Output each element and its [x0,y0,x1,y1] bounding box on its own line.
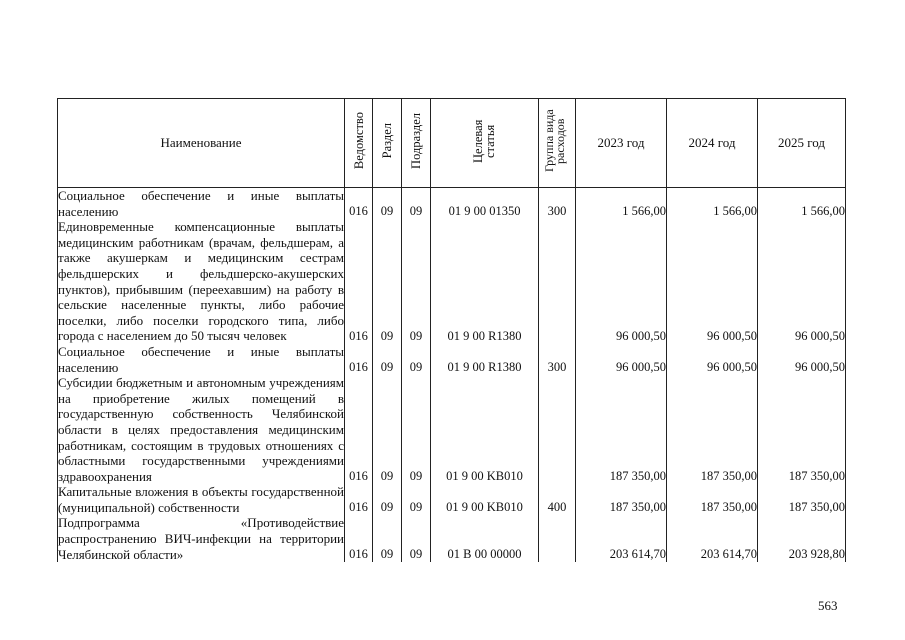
row-subsection: 09 [402,344,431,375]
header-subsection: Подраздел [402,99,431,188]
header-2025: 2025 год [758,99,846,188]
row-section: 09 [373,484,402,515]
row-target-item: 01 9 00 KB010 [431,375,539,484]
table-row [58,344,846,375]
table-header-row [58,99,846,188]
table-row [58,219,846,344]
row-section: 09 [373,375,402,484]
row-value-2023: 1 566,00 [576,188,667,220]
row-department: 016 [345,344,373,375]
row-expense-group [539,515,576,562]
row-value-2025: 96 000,50 [758,219,846,344]
row-value-2024: 203 614,70 [667,515,758,562]
row-expense-group [539,375,576,484]
row-name: Капитальные вложения в объекты государственной (муниципальной) собственности [58,484,344,515]
row-subsection: 09 [402,515,431,562]
row-name: Субсидии бюджетным и автономным учреждениям на приобретение жилых помещений в государственную собственность Челябинской области в целях предоставления медицинским работникам, состоящим в трудовых отношениях с областными государственными учреждениями здравоохранения [58,375,344,484]
row-value-2025: 187 350,00 [758,375,846,484]
row-expense-group: 400 [539,484,576,515]
row-subsection: 09 [402,375,431,484]
row-target-item: 01 9 00 R1380 [431,344,539,375]
row-value-2024: 96 000,50 [667,219,758,344]
row-target-item: 01 9 00 KB010 [431,484,539,515]
header-target-item: Целевая статья [431,99,539,188]
row-value-2024: 187 350,00 [667,484,758,515]
row-value-2025: 203 928,80 [758,515,846,562]
header-2023: 2023 год [576,99,667,188]
row-value-2024: 1 566,00 [667,188,758,220]
row-section: 09 [373,219,402,344]
row-target-item: 01 9 00 01350 [431,188,539,220]
row-section: 09 [373,344,402,375]
row-value-2024: 187 350,00 [667,375,758,484]
row-value-2025: 96 000,50 [758,344,846,375]
row-value-2023: 187 350,00 [576,484,667,515]
row-subsection: 09 [402,219,431,344]
row-value-2025: 187 350,00 [758,484,846,515]
budget-table-container [57,98,846,562]
table-row [58,515,846,562]
header-2024: 2024 год [667,99,758,188]
row-subsection: 09 [402,188,431,220]
row-department: 016 [345,375,373,484]
row-target-item: 01 В 00 00000 [431,515,539,562]
row-value-2023: 96 000,50 [576,219,667,344]
budget-table [57,98,846,562]
table-row [58,375,846,484]
row-value-2025: 1 566,00 [758,188,846,220]
row-section: 09 [373,515,402,562]
row-target-item: 01 9 00 R1380 [431,219,539,344]
row-expense-group: 300 [539,188,576,220]
row-name: Социальное обеспечение и иные выплаты населению [58,188,344,219]
header-section: Раздел [373,99,402,188]
row-subsection: 09 [402,484,431,515]
row-section: 09 [373,188,402,220]
row-value-2024: 96 000,50 [667,344,758,375]
row-value-2023: 203 614,70 [576,515,667,562]
table-row [58,188,846,220]
row-value-2023: 96 000,50 [576,344,667,375]
header-department: Ведомство [345,99,373,188]
row-name: Единовременные компенсационные выплаты медицинским работникам (врачам, фельдшерам, а также акушеркам и медицинским сестрам фельдшерских и фельдшерско-акушерских пунктов), прибывшим (переехавшим) на работу в сельские населенные пункты, либо рабочие поселки, либо поселки городского типа, либо города с населением до 50 тысяч человек [58,219,344,344]
row-department: 016 [345,219,373,344]
row-expense-group: 300 [539,344,576,375]
row-department: 016 [345,515,373,562]
header-name: Наименование [58,99,345,188]
page-number: 563 [818,598,838,613]
table-row [58,484,846,515]
row-department: 016 [345,188,373,220]
header-expense-group: Группа вида расходов [539,99,576,188]
row-name: Подпрограмма «Противодействие распространению ВИЧ-инфекции на территории Челябинской области» [58,515,344,562]
row-value-2023: 187 350,00 [576,375,667,484]
row-name: Социальное обеспечение и иные выплаты населению [58,343,344,375]
row-department: 016 [345,484,373,515]
row-expense-group [539,219,576,344]
